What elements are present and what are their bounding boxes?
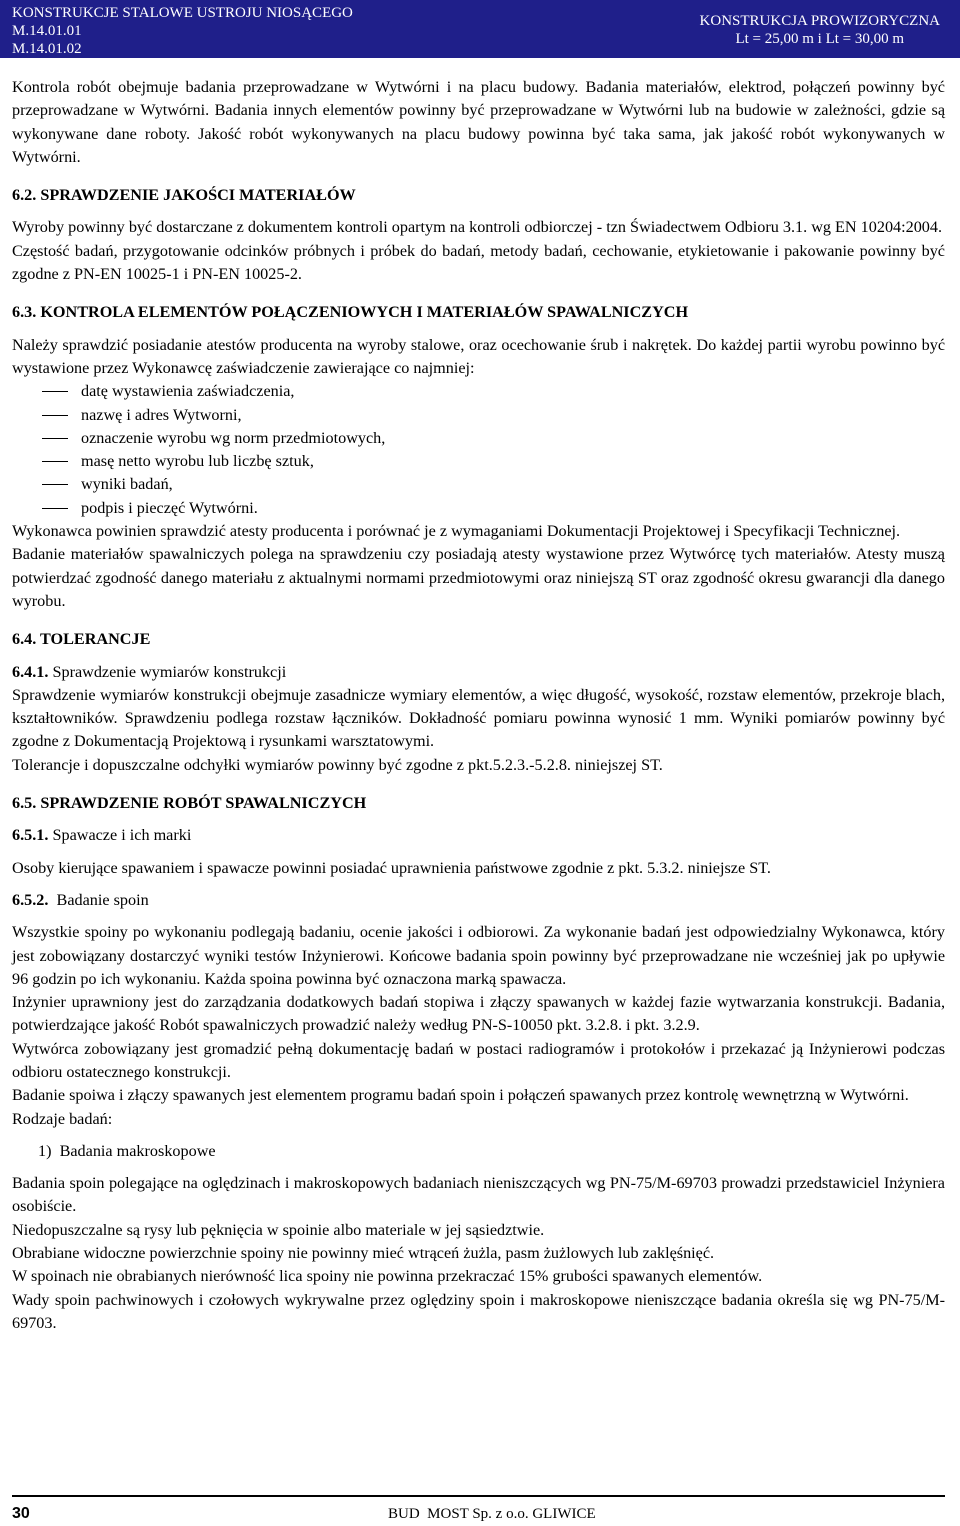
header-right-subtitle: Lt = 25,00 m i Lt = 30,00 m	[735, 31, 905, 47]
section-6-2-paragraph-2: Częstość badań, przygotowanie odcinków próbnych i próbek do badań, metody badań, cechowanie, etykietowanie i pakowanie powinny być zgodne z PN-EN 10025-1 i PN-EN 10025-2.	[12, 241, 945, 284]
list-item: oznaczenie wyrobu wg norm przedmiotowych,	[12, 427, 945, 450]
certificate-requirements-list	[12, 380, 945, 520]
subsection-number: 6.5.2.	[12, 890, 49, 909]
document-body	[12, 76, 945, 1335]
section-6-5-2-paragraph-4: Badanie spoiwa i złączy spawanych jest elementem programu badań spoin i połączeń spawanych przez kontrolę wewnętrzną w Wytwórni.	[12, 1086, 909, 1105]
numbered-item-1: 1) Badania makroskopowe	[38, 1141, 216, 1160]
page-number: 30	[12, 1505, 30, 1522]
section-6-2-paragraph-1: Wyroby powinny być dostarczane z dokumentem kontroli opartym na kontroli odbiorczej - tzn Świadectwem Odbioru 3.1. wg EN 10204:2004.	[12, 218, 943, 237]
section-6-4-heading: 6.4. TOLERANCJE	[12, 630, 151, 649]
section-6-3-paragraph-3: Badanie materiałów spawalniczych polega na sprawdzeniu czy posiadają atesty wystawione przez Wytwórcę tych materiałów. Atesty muszą potwierdzać zgodność danego materiału z aktualnymi normami przedmiotowymi oraz niniejszą ST oraz zgodność okresu gwarancji dla danego wyrobu.	[12, 545, 945, 610]
header-left-title: KONSTRUKCJE STALOWE USTROJU NIOSĄCEGO	[12, 5, 353, 21]
list-item: wyniki badań,	[12, 473, 945, 496]
list-item: podpis i pieczęć Wytwórni.	[12, 497, 945, 520]
header-right	[700, 12, 940, 48]
list-item: datę wystawienia zaświadczenia,	[12, 380, 945, 403]
subsection-6-5-1-heading	[12, 824, 945, 847]
header-left	[12, 4, 353, 58]
section-6-4-paragraph-1: Sprawdzenie wymiarów konstrukcji obejmuje zasadnicze wymiary elementów, a więc długość, wysokość, rozstaw elementów, przekroje blach, kształtowników. Sprawdzeniu podlega rozstaw łączników. Dokładność pomiaru powinna wynosić 1 mm. Wyniki pomiarów powinny być zgodne z Dokumentacją Projektową i rysunkami warsztatowymi.	[12, 685, 945, 751]
subsection-6-5-2-heading	[12, 889, 945, 912]
subsection-title: Badanie spoin	[48, 890, 149, 909]
section-6-2-heading: 6.2. SPRAWDZENIE JAKOŚCI MATERIAŁÓW	[12, 186, 356, 205]
footer-divider	[12, 1495, 945, 1497]
section-6-3-paragraph-2: Wykonawca powinien sprawdzić atesty producenta i porównać je z wymaganiami Dokumentacji Projektowej i Specyfikacji Technicznej.	[12, 522, 901, 541]
section-6-5-2-paragraph-3: Wytwórca zobowiązany jest gromadzić pełną dokumentację badań w postaci radiogramów i protokołów i przekazać ją Inżynierowi podczas odbioru ostatecznego konstrukcji.	[12, 1039, 945, 1081]
header-left-code-2: M.14.01.02	[12, 41, 82, 57]
section-6-3-paragraph-1: Należy sprawdzić posiadanie atestów producenta na wyroby stalowe, oraz ocechowanie śrub i nakrętek. Do każdej partii wyrobu powinno być wystawione przez Wykonawcę zaświadczenie zawierające co najmniej:	[12, 335, 945, 377]
section-6-5-2-paragraph-5: Badania spoin polegające na oględzinach i makroskopowych badaniach nieniszczących wg PN-75/M-69703 prowadzi przedstawiciel Inżyniera osobiście.	[12, 1174, 945, 1216]
section-6-5-2-paragraph-8: W spoinach nie obrabianych nierówność lica spoiny nie powinna przekraczać 15% grubości spawanych elementów.	[12, 1267, 763, 1286]
intro-paragraph: Kontrola robót obejmuje badania przeprowadzane w Wytwórni i na placu budowy. Badania materiałów, elektrod, połączeń powinny być przeprowadzane w Wytwórni. Badania innych elementów powinny być przeprowadzane w Wytwórni lub na budowie w zależności, gdzie są wykonywane dane roboty. Jakość robót wykonywanych na placu budowy powinna być taka sama, jak jakość robót wykonywanych w Wytwórni.	[12, 78, 945, 166]
list-item: nazwę i adres Wytworni,	[12, 404, 945, 427]
header-left-code-1: M.14.01.01	[12, 23, 82, 39]
header-right-title: KONSTRUKCJA PROWIZORYCZNA	[699, 13, 940, 29]
list-item: masę netto wyrobu lub liczbę sztuk,	[12, 450, 945, 473]
section-6-5-heading: 6.5. SPRAWDZENIE ROBÓT SPAWALNICZYCH	[12, 794, 367, 813]
section-6-4-paragraph-2: Tolerancje i dopuszczalne odchyłki wymiarów powinny być zgodne z pkt.5.2.3.-5.2.8. niniejszej ST.	[12, 755, 663, 774]
page-header	[0, 0, 960, 58]
subsection-title: Sprawdzenie wymiarów konstrukcji	[48, 662, 287, 681]
subsection-number: 6.4.1.	[12, 662, 49, 681]
subsection-title: Spawacze i ich marki	[48, 826, 192, 845]
test-types-label: Rodzaje badań:	[12, 1109, 113, 1128]
footer-company: BUD MOST Sp. z o.o. GLIWICE	[388, 1506, 596, 1522]
section-6-3-heading: 6.3. KONTROLA ELEMENTÓW POŁĄCZENIOWYCH I MATERIAŁÓW SPAWALNICZYCH	[12, 303, 689, 322]
subsection-number: 6.5.1.	[12, 826, 49, 845]
subsection-6-5-1-paragraph: Osoby kierujące spawaniem i spawacze powinni posiadać uprawnienia państwowe zgodnie z pkt. 5.3.2. niniejsze ST.	[12, 858, 771, 877]
section-6-5-2-paragraph-1: Wszystkie spoiny po wykonaniu podlegają badaniu, ocenie jakości i odbiorowi. Za wykonanie badań jest odpowiedzialny Wykonawca, który jest zobowiązany dostarczyć wyniki testów Inżynierowi. Końcowe badania spoin powinny być przeprowadzane nie wcześniej jak po upływie 96 godzin po ich wykonaniu. Każda spoina powinna być oznaczona marką spawacza.	[12, 923, 945, 988]
section-6-5-2-paragraph-6: Niedopuszczalne są rysy lub pęknięcia w spoinie albo materiale w jej sąsiedztwie.	[12, 1220, 545, 1239]
section-6-5-2-paragraph-2: Inżynier uprawniony jest do zarządzania dodatkowych badań stopiwa i złączy spawanych w każdej fazie wytwarzania konstrukcji. Badania, potwierdzające jakość Robót spawalniczych prowadzić należy według PN-S-10050 pkt. 3.2.8. i pkt. 3.2.9.	[12, 993, 945, 1035]
section-6-5-2-paragraph-9: Wady spoin pachwinowych i czołowych wykrywalne przez oględziny spoin i makroskopowe nieniszczące badania określa się wg PN-75/M-69703.	[12, 1290, 945, 1332]
subsection-6-4-1-heading	[12, 661, 945, 684]
section-6-5-2-paragraph-7: Obrabiane widoczne powierzchnie spoiny nie powinny mieć wtrąceń żużla, pasm żużlowych lub zaklęśnięć.	[12, 1244, 715, 1263]
